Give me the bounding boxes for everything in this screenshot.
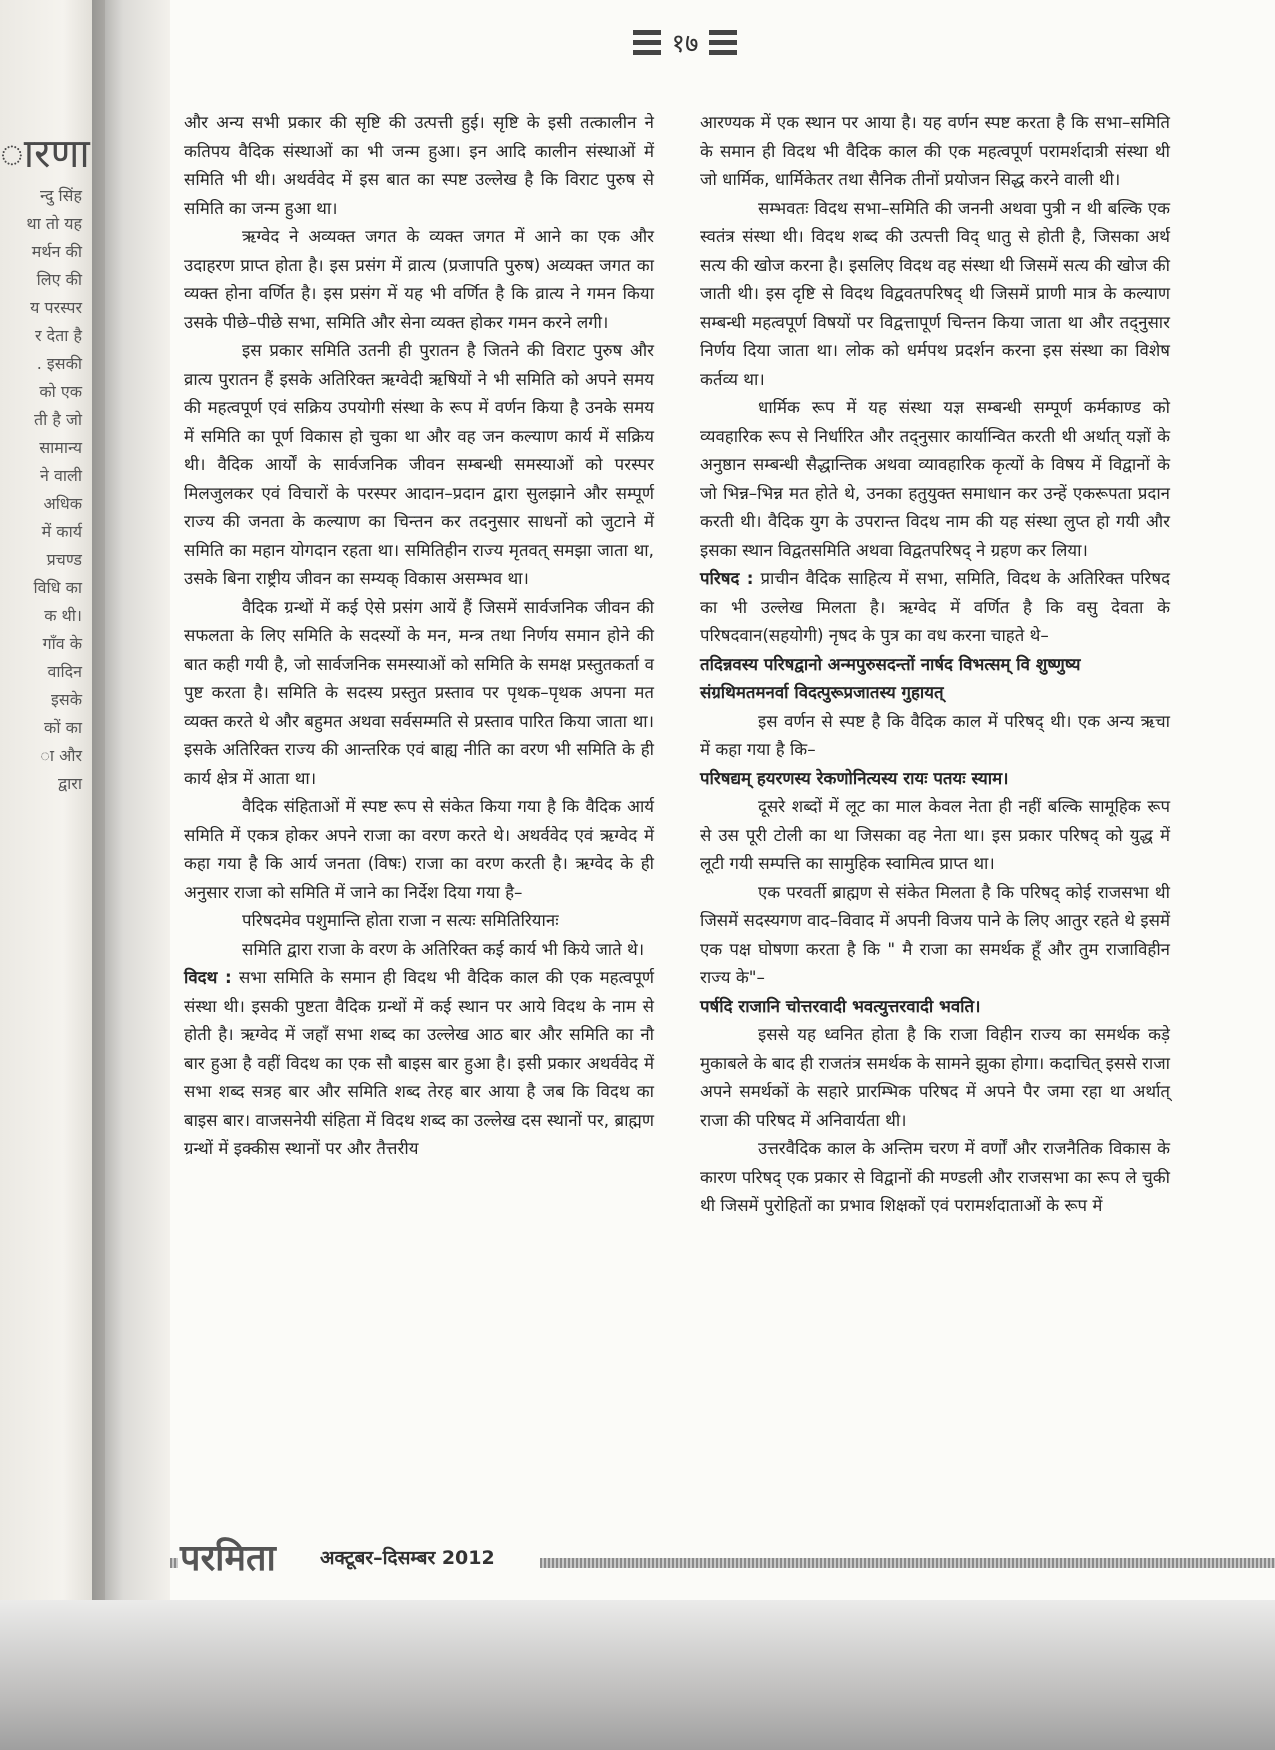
bleed-line: द्वारा [57,774,82,793]
bleed-line: कों का [44,718,82,737]
bleed-line: ती है जो [34,410,82,429]
paragraph: एक परवर्ती ब्राह्मण से संकेत मिलता है कि परिषद् कोई राजसभा थी जिसमें सदस्यगण वाद–विवाद में अपनी विजय पाने के लिए आतुर रहते थे इसमें एक पक्ष घोषणा करता है कि " मै राजा का समर्थक हूँ और तुम राजाविहीन राज्य के"– [700,881,1170,987]
bleed-line: र देता है [35,326,82,345]
paragraph: दूसरे शब्दों में लूट का माल केवल नेता ही नहीं बल्कि सामूहिक रूप से उस पूरी टोली का था जिसका वह नेता था। इस प्रकार परिषद् को युद्ध में लूटी गयी सम्पत्ति का सामुहिक स्वामित्व प्राप्त था। [700,796,1170,873]
bleed-line: गाँव के [42,634,82,653]
ornament-right-bars [709,30,737,55]
paragraph: ऋग्वेद ने अव्यक्त जगत के व्यक्त जगत में आने का एक और उदाहरण प्राप्त होता है। इस प्रसंग में व्रात्य (प्रजापति पुरुष) अव्यक्त जगत का व्यक्त होना वर्णित है। इस प्रसंग में यह भी वर्णित है कि व्रात्य ने गमन किया उसके पीछे–पीछे सभा, समिति और सेना व्यक्त होकर गमन करने लगी। [184,226,654,332]
scan-bottom-shadow [0,1600,1275,1750]
bleed-line: क थी। [44,606,82,625]
bleed-line: था तो यह [26,214,82,233]
issue-date: अक्टूबर–दिसम्बर 2012 [320,1547,495,1569]
bleed-line: प्रचण्ड [46,550,82,569]
section-label: विदथ : [184,967,232,987]
page-footer [170,1538,1275,1582]
paragraph: उत्तरवैदिक काल के अन्तिम चरण में वर्णों और राजनैतिक विकास के कारण परिषद् एक प्रकार से विद्वानों की मण्डली और राजसभा का रूप ले चुकी थी जिसमें पुरोहितों का प्रभाव शिक्षकों एवं परामर्शदाताओं के रूप में [700,1138,1170,1215]
paragraph: वैदिक ग्रन्थों में कई ऐसे प्रसंग आयें हैं जिसमें सार्वजनिक जीवन की सफलता के लिए समिति के सदस्यों के मन, मन्त्र तथा निर्णय समान होने की बात कही गयी है, जो सार्वजनिक समस्याओं को समिति के समक्ष प्रस्तुतकर्ता व पुष्ट करता है। समिति के सदस्य प्रस्तुत प्रस्ताव पर पृथक–पृथक अपना मत व्यक्त करते थे और बहुमत अथवा सर्वसम्मति से प्रस्ताव पारित किया जाता था। इसके अतिरिक्त राज्य की आन्तरिक एवं बाह्य नीति का वरण भी समिति के ही कार्य क्षेत्र में आता था। [184,596,654,788]
book-gutter-shadow [92,0,170,1750]
paragraph [700,564,1170,650]
paragraph: परिषदमेव पशुमान्ति होता राजा न सत्यः समितिरियानः [242,910,559,930]
shloka-verse: परिषद्यम् हयरणस्य रेकणोनित्यस्य रायः पतयः स्याम। [700,767,1009,788]
page-number-ornament [600,12,770,72]
paragraph-text: प्राचीन वैदिक साहित्य में सभा, समिति, विदथ के अतिरिक्त परिषद का भी उल्लेख मिलता है। ऋग्वेद में वर्णित है कि वसु देवता के परिषदवान(सहयोगी) नृषद के पुत्र का वध करना चाहते थे– [700,568,1170,645]
right-column [700,108,1170,1220]
bleed-line: मर्थन की [31,242,82,261]
paragraph: और अन्य सभी प्रकार की सृष्टि की उत्पत्ती हुई। सृष्टि के इसी तत्कालीन ने कतिपय वैदिक संस्थाओं का भी जन्म हुआ। इन आदि कालीन संस्थाओं में समिति भी थी। अथर्ववेद में इस बात का स्पष्ट उल्लेख है कि विराट पुरुष से समिति का जन्म हुआ था। [184,112,654,218]
magazine-page [170,0,1275,1750]
magazine-logo: परमिता [180,1538,276,1579]
shloka-verse: पर्षदि राजानि चोत्तरवादी भवत्युत्तरवादी भवति। [700,995,981,1016]
bleed-line: न्दु सिंह [40,186,82,205]
previous-page-margin [0,0,105,1750]
bleed-line: ने वाली [40,466,82,485]
paragraph: इससे यह ध्वनित होता है कि राजा विहीन राज्य का समर्थक कड़े मुकाबले के बाद ही राजतंत्र समर्थक के सामने झुका होगा। कदाचित् इससे राजा अपने समर्थकों के सहारे प्रारम्भिक परिषद में अपने पैर जमा रहा था अर्थात् राजा की परिषद में अनिवार्यता थी। [700,1024,1170,1130]
bleed-line: को एक [39,382,82,401]
bleed-line: ा और [40,746,82,765]
paragraph: समिति द्वारा राजा के वरण के अतिरिक्त कई कार्य भी किये जाते थे। [242,938,645,959]
bleed-text [0,130,90,798]
footer-rule-left [170,1558,178,1568]
bleed-line: इसके [51,690,82,709]
paragraph: इस वर्णन से स्पष्ट है कि वैदिक काल में परिषद् थी। एक अन्य ऋचा में कहा गया है कि– [700,710,1170,759]
footer-rule-right [540,1558,1275,1568]
paragraph-text: सभा समिति के समान ही विदथ भी वैदिक काल की एक महत्वपूर्ण संस्था थी। इसकी पुष्टता वैदिक ग्रन्थों में कई स्थान पर आये विदथ के नाम से होती है। ऋग्वेद में जहाँ सभा शब्द का उल्लेख आठ बार और समिति का नौ बार हुआ है वहीं विदथ का एक सौ बाइस बार हुआ है। इसी प्रकार अथर्ववेद में सभा शब्द सत्रह बार और समिति शब्द तेरह बार आया है जब कि विदथ का बाइस बार। वाजसनेयी संहिता में विदथ शब्द का उल्लेख दस स्थानों पर, ब्राह्मण ग्रन्थों में इक्कीस स्थानों पर और तैत्तरीय [184,967,654,1158]
section-label: परिषद : [700,568,754,588]
shloka-verse: तदिन्नवस्य परिषद्वानो अन्मपुरुसदन्तों नार्षद विभत्सम् वि शुष्णुष्य संग्रथिमतमनर्वा विदत्पुरूप्रजातस्य गुहायत् [700,653,1081,702]
bleed-heading: ारणा [0,131,90,177]
bleed-line: में कार्य [41,522,82,541]
left-column [184,108,654,1163]
paragraph: धार्मिक रूप में यह संस्था यज्ञ सम्बन्धी सम्पूर्ण कर्मकाण्ड को व्यवहारिक रूप से निर्धारित और तद्नुसार कार्यान्वित करती थी अर्थात् यज्ञों के अनुष्ठान सम्बन्धी सैद्धान्तिक अथवा व्यावहारिक कृत्यों के विषय में विद्वानों के जो भिन्न–भिन्न मत होते थे, उनका हतुयुक्त समाधान कर उन्हें एकरूपता प्रदान करती थी। वैदिक युग के उपरान्त विदथ नाम की यह संस्था लुप्त हो गयी और इसका स्थान विद्वतसमिति अथवा विद्वतपरिषद् ने ग्रहण कर लिया। [700,397,1170,560]
bleed-lines [0,182,82,798]
bleed-line: सामान्य [39,438,82,457]
paragraph: आरण्यक में एक स्थान पर आया है। यह वर्णन स्पष्ट करता है कि सभा–समिति के समान ही विदथ भी वैदिक काल की एक महत्वपूर्ण परामर्शदात्री संस्था थी जो धार्मिक, धार्मिकेतर तथा सैनिक तीनों प्रयोजन सिद्ध करने वाली थी। [700,112,1170,189]
paragraph: सम्भवतः विदथ सभा–समिति की जननी अथवा पुत्री न थी बल्कि एक स्वतंत्र संस्था थी। विदथ शब्द की उत्पत्ती विद् धातु से होती है, जिसका अर्थ सत्य की खोज करना है। इसलिए विदथ वह संस्था थी जिसमें सत्य की खोज की जाती थी। इस दृष्टि से विदथ विद्ववतपरिषद् थी जिसमें प्राणी मात्र के कल्याण सम्बन्धी महत्वपूर्ण विषयों पर विद्वत्तापूर्ण चिन्तन किया जाता था और तद्नुसार निर्णय दिया जाता था। लोक को धर्मपथ प्रदर्शन करना इस संस्था का विशेष कर्तव्य था। [700,197,1170,389]
paragraph: वैदिक संहिताओं में स्पष्ट रूप से संकेत किया गया है कि वैदिक आर्य समिति में एकत्र होकर अपने राजा का वरण करते थे। अथर्ववेद एवं ऋग्वेद में कहा गया है कि आर्य जनता (विषः) राजा का वरण करती है। ऋग्वेद के ही अनुसार राजा को समिति में जाने का निर्देश दिया गया है– [184,796,654,902]
bleed-line: वादिन [47,662,82,681]
bleed-line: विधि का [33,578,82,597]
bleed-line: य परस्पर [30,298,82,317]
paragraph [184,963,654,1163]
bleed-line: लिए की [36,270,82,289]
ornament-left-bars [633,30,661,55]
paragraph: इस प्रकार समिति उतनी ही पुरातन है जितने की विराट पुरुष और व्रात्य पुरातन हैं इसके अतिरिक्त ऋग्वेदी ऋषियों ने भी समिति को अपने समय की महत्वपूर्ण एवं सक्रिय उपयोगी संस्था के रूप में वर्णन किया है उनके समय में समिति का पूर्ण विकास हो चुका था और वह जन कल्याण कार्य में सक्रिय थी। वैदिक आर्यों के सार्वजनिक जीवन सम्बन्धी समस्याओं को परस्पर मिलजुलकर एवं विचारों के परस्पर आदान–प्रदान द्वारा सुलझाने और सम्पूर्ण राज्य की जनता के कल्याण का चिन्तन कर तदनुसार साधनों को जुटाने में समिति का महान योगदान रहता था। समितिहीन राज्य मृतवत् समझा जाता था, उसके बिना राष्ट्रीय जीवन का सम्यक् विकास असम्भव था। [184,340,654,588]
bleed-line: . इसकी [36,354,82,373]
page-number: १७ [671,29,699,59]
bleed-line: अधिक [43,494,82,513]
